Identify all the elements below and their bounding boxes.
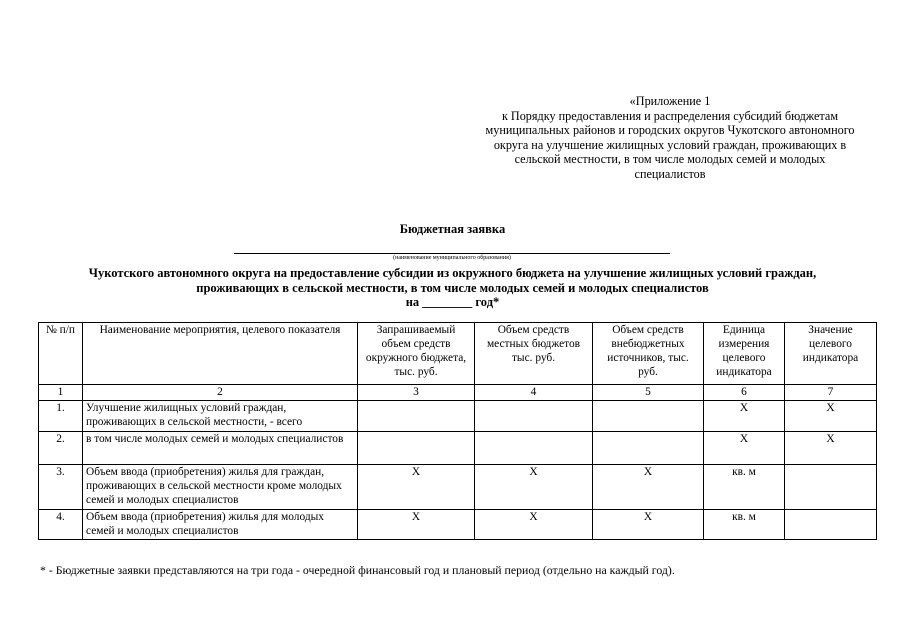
appendix-line: к Порядку предоставления и распределения субсидий бюджетам [501,108,839,123]
header-cell-indicator-value: Значение целевого индикатора [785,323,877,385]
row-unit: Х [704,401,785,432]
row-name: Объем ввода (приобретения) жилья для граждан, проживающих в сельской местности кроме молодых семей и молодых специалистов [83,465,358,510]
subtitle-line: проживающих в сельской местности, в том числе молодых семей и молодых специалистов [196,280,709,295]
row-name: Улучшение жилищных условий граждан, проживающих в сельской местности, - всего [83,401,358,432]
table-row [39,401,877,432]
row-okrug-budget [358,401,475,432]
appendix-header [455,94,885,182]
row-extrabudgetary: Х [593,510,704,540]
header-cell-okrug-budget: Запрашиваемый объем средств окружного бюджета, тыс. руб. [358,323,475,385]
header-cell-unit: Единица измерения целевого индикатора [704,323,785,385]
table-row [39,432,877,465]
row-local-budgets [475,401,593,432]
header-row [39,323,877,385]
column-number: 5 [593,385,704,401]
row-extrabudgetary [593,401,704,432]
footnote: * - Бюджетные заявки представляются на три года - очередной финансовый год и плановый период (отдельно на каждый год). [40,563,675,577]
row-local-budgets: Х [475,510,593,540]
row-okrug-budget [358,432,475,465]
appendix-line: «Приложение 1 [629,94,711,108]
header-cell-extrabudgetary: Объем средств внебюджетных источников, тыс. руб. [593,323,704,385]
row-extrabudgetary: Х [593,465,704,510]
row-number: 3. [39,465,83,510]
municipality-blank-line [234,253,670,254]
appendix-line: специалистов [634,166,706,181]
row-number: 2. [39,432,83,465]
document-title: Бюджетная заявка [399,222,506,236]
row-indicator-value: Х [785,401,877,432]
appendix-line: округа на улучшение жилищных условий граждан, проживающих в [493,137,847,152]
row-indicator-value: Х [785,432,877,465]
column-number-row [39,385,877,401]
column-number: 7 [785,385,877,401]
column-number: 1 [39,385,83,401]
row-indicator-value [785,465,877,510]
header-cell-name: Наименование мероприятия, целевого показателя [83,323,358,385]
row-local-budgets [475,432,593,465]
appendix-line: муниципальных районов и городских округов Чукотского автономного [485,123,855,138]
row-unit: Х [704,432,785,465]
header-cell-number: № п/п [39,323,83,385]
row-local-budgets: Х [475,465,593,510]
subtitle-line: Чукотского автономного округа на предоставление субсидии из окружного бюджета на улучшение жилищных условий граждан, [88,266,817,280]
document-subtitle [0,266,905,310]
budget-request-table [38,322,877,540]
row-indicator-value [785,510,877,540]
column-number: 6 [704,385,785,401]
subtitle-year-line: на ________ год* [405,295,500,309]
row-number: 1. [39,401,83,432]
row-name: Объем ввода (приобретения) жилья для молодых семей и молодых специалистов [83,510,358,540]
appendix-line: сельской местности, в том числе молодых семей и молодых [514,152,826,167]
row-extrabudgetary [593,432,704,465]
row-okrug-budget: Х [358,465,475,510]
column-number: 3 [358,385,475,401]
column-number: 4 [475,385,593,401]
table-row [39,510,877,540]
row-number: 4. [39,510,83,540]
municipality-caption: (наименование муниципального образования) [393,255,511,261]
row-okrug-budget: Х [358,510,475,540]
column-number: 2 [83,385,358,401]
header-cell-local-budgets: Объем средств местных бюджетов тыс. руб. [475,323,593,385]
row-unit: кв. м [704,510,785,540]
table-row [39,465,877,510]
row-name: в том числе молодых семей и молодых специалистов [83,432,358,465]
row-unit: кв. м [704,465,785,510]
